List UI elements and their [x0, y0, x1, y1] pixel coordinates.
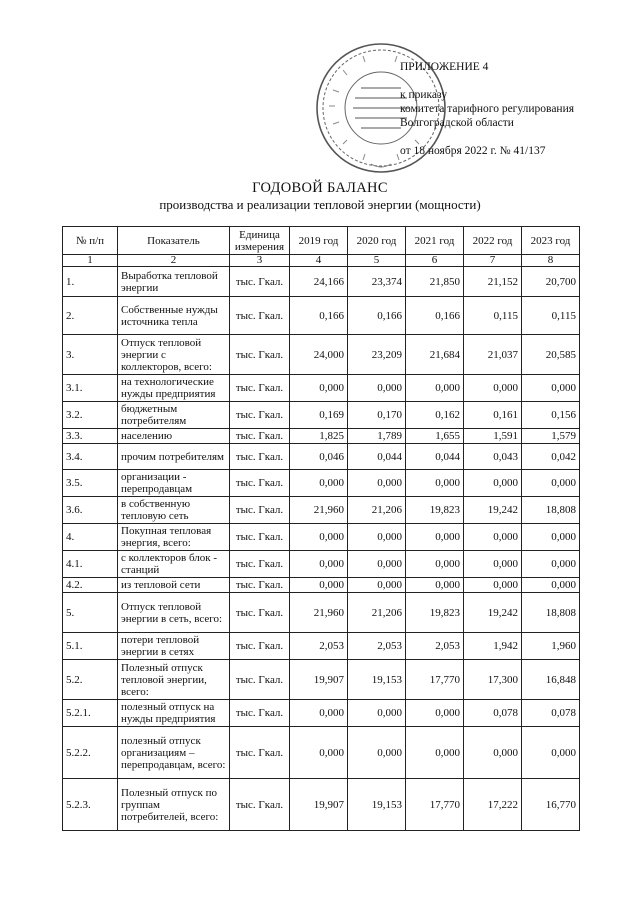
value-cell: 19,242 [464, 497, 522, 524]
value-cell: 21,684 [406, 335, 464, 375]
value-cell: 23,374 [348, 267, 406, 297]
unit-cell: тыс. Гкал. [230, 551, 290, 578]
unit-cell: тыс. Гкал. [230, 593, 290, 633]
value-cell: 0,000 [406, 578, 464, 593]
value-cell: 21,960 [290, 593, 348, 633]
value-cell: 17,300 [464, 660, 522, 700]
indicator-name: бюджетным потребителям [118, 402, 230, 429]
value-cell: 21,206 [348, 497, 406, 524]
value-cell: 0,000 [290, 375, 348, 402]
value-cell: 0,000 [522, 375, 580, 402]
row-number: 5. [63, 593, 118, 633]
table-row [63, 497, 580, 524]
value-cell: 17,770 [406, 660, 464, 700]
value-cell: 0,000 [522, 470, 580, 497]
value-cell: 2,053 [290, 633, 348, 660]
column-header: 2023 год [522, 227, 580, 255]
indicator-name: Покупная тепловая энергия, всего: [118, 524, 230, 551]
indicator-name: Полезный отпуск по группам потребителей, всего: [118, 779, 230, 831]
indicator-name: потери тепловой энергии в сетях [118, 633, 230, 660]
value-cell: 20,585 [522, 335, 580, 375]
appendix-label: ПРИЛОЖЕНИЕ 4 [400, 61, 489, 73]
row-number: 5.1. [63, 633, 118, 660]
table-row [63, 578, 580, 593]
table-header [63, 227, 580, 267]
table-row [63, 375, 580, 402]
unit-cell: тыс. Гкал. [230, 727, 290, 779]
value-cell: 0,000 [522, 578, 580, 593]
column-header: Единица измерения [230, 227, 290, 255]
indicator-name: прочим потребителям [118, 444, 230, 470]
value-cell: 0,000 [522, 524, 580, 551]
value-cell: 0,000 [290, 578, 348, 593]
value-cell: 1,591 [464, 429, 522, 444]
value-cell: 0,000 [406, 700, 464, 727]
column-index: 5 [348, 255, 406, 267]
value-cell: 0,000 [464, 375, 522, 402]
value-cell: 0,000 [348, 578, 406, 593]
value-cell: 0,000 [464, 727, 522, 779]
unit-cell: тыс. Гкал. [230, 470, 290, 497]
order-header [400, 60, 574, 158]
value-cell: 24,166 [290, 267, 348, 297]
order-ref-line3: Волгоградской области [400, 117, 514, 129]
unit-cell: тыс. Гкал. [230, 497, 290, 524]
column-index: 6 [406, 255, 464, 267]
value-cell: 0,000 [406, 524, 464, 551]
column-index: 2 [118, 255, 230, 267]
column-index-row [63, 255, 580, 267]
unit-cell: тыс. Гкал. [230, 779, 290, 831]
value-cell: 0,000 [464, 578, 522, 593]
value-cell: 19,907 [290, 660, 348, 700]
unit-cell: тыс. Гкал. [230, 578, 290, 593]
column-header: 2022 год [464, 227, 522, 255]
value-cell: 19,823 [406, 497, 464, 524]
value-cell: 1,655 [406, 429, 464, 444]
table-row [63, 593, 580, 633]
document-subtitle: производства и реализации тепловой энергии (мощности) [159, 197, 481, 212]
unit-cell: тыс. Гкал. [230, 429, 290, 444]
row-number: 5.2.3. [63, 779, 118, 831]
value-cell: 0,000 [290, 551, 348, 578]
value-cell: 0,000 [522, 727, 580, 779]
value-cell: 19,907 [290, 779, 348, 831]
value-cell: 0,078 [464, 700, 522, 727]
table-body [63, 267, 580, 831]
value-cell: 0,000 [290, 727, 348, 779]
table-row [63, 444, 580, 470]
unit-cell: тыс. Гкал. [230, 524, 290, 551]
value-cell: 0,166 [348, 297, 406, 335]
table-row [63, 779, 580, 831]
row-number: 3.3. [63, 429, 118, 444]
table-row [63, 727, 580, 779]
indicator-name: из тепловой сети [118, 578, 230, 593]
table-row [63, 297, 580, 335]
indicator-name: Выработка тепловой энергии [118, 267, 230, 297]
unit-cell: тыс. Гкал. [230, 700, 290, 727]
document-title: ГОДОВОЙ БАЛАНС [252, 180, 388, 196]
value-cell: 0,000 [464, 551, 522, 578]
row-number: 3.4. [63, 444, 118, 470]
value-cell: 0,000 [406, 375, 464, 402]
value-cell: 0,000 [406, 551, 464, 578]
header-row [63, 227, 580, 255]
value-cell: 0,170 [348, 402, 406, 429]
value-cell: 0,161 [464, 402, 522, 429]
value-cell: 0,162 [406, 402, 464, 429]
table-row [63, 633, 580, 660]
value-cell: 0,166 [406, 297, 464, 335]
column-header: № п/п [63, 227, 118, 255]
value-cell: 0,000 [464, 524, 522, 551]
value-cell: 21,850 [406, 267, 464, 297]
value-cell: 1,825 [290, 429, 348, 444]
indicator-name: Собственные нужды источника тепла [118, 297, 230, 335]
value-cell: 0,115 [522, 297, 580, 335]
value-cell: 1,789 [348, 429, 406, 444]
table-row [63, 267, 580, 297]
value-cell: 0,169 [290, 402, 348, 429]
unit-cell: тыс. Гкал. [230, 660, 290, 700]
value-cell: 19,823 [406, 593, 464, 633]
indicator-name: на технологические нужды предприятия [118, 375, 230, 402]
value-cell: 21,206 [348, 593, 406, 633]
value-cell: 0,000 [348, 551, 406, 578]
indicator-name: Отпуск тепловой энергии с коллекторов, всего: [118, 335, 230, 375]
value-cell: 0,044 [406, 444, 464, 470]
order-date-number: от 18 ноября 2022 г. № 41/137 [400, 145, 546, 157]
indicator-name: с коллекторов блок - станций [118, 551, 230, 578]
column-header: Показатель [118, 227, 230, 255]
value-cell: 16,770 [522, 779, 580, 831]
order-ref-line2: комитета тарифного регулирования [400, 103, 575, 115]
indicator-name: полезный отпуск на нужды предприятия [118, 700, 230, 727]
value-cell: 20,700 [522, 267, 580, 297]
unit-cell: тыс. Гкал. [230, 375, 290, 402]
value-cell: 0,000 [406, 470, 464, 497]
value-cell: 17,770 [406, 779, 464, 831]
value-cell: 0,000 [290, 700, 348, 727]
value-cell: 23,209 [348, 335, 406, 375]
row-number: 3.6. [63, 497, 118, 524]
value-cell: 0,078 [522, 700, 580, 727]
value-cell: 19,153 [348, 779, 406, 831]
table-row [63, 551, 580, 578]
value-cell: 0,000 [348, 700, 406, 727]
table-row [63, 700, 580, 727]
value-cell: 21,037 [464, 335, 522, 375]
value-cell: 18,808 [522, 593, 580, 633]
column-index: 1 [63, 255, 118, 267]
row-number: 5.2.1. [63, 700, 118, 727]
indicator-name: полезный отпуск организациям – перепродавцам, всего: [118, 727, 230, 779]
value-cell: 0,000 [290, 470, 348, 497]
unit-cell: тыс. Гкал. [230, 633, 290, 660]
value-cell: 0,043 [464, 444, 522, 470]
row-number: 3. [63, 335, 118, 375]
value-cell: 0,046 [290, 444, 348, 470]
table-row [63, 660, 580, 700]
indicator-name: населению [118, 429, 230, 444]
value-cell: 0,044 [348, 444, 406, 470]
row-number: 2. [63, 297, 118, 335]
table-row [63, 524, 580, 551]
column-index: 8 [522, 255, 580, 267]
value-cell: 0,000 [522, 551, 580, 578]
value-cell: 16,848 [522, 660, 580, 700]
value-cell: 2,053 [406, 633, 464, 660]
row-number: 3.2. [63, 402, 118, 429]
value-cell: 0,042 [522, 444, 580, 470]
column-index: 3 [230, 255, 290, 267]
unit-cell: тыс. Гкал. [230, 444, 290, 470]
indicator-name: Отпуск тепловой энергии в сеть, всего: [118, 593, 230, 633]
unit-cell: тыс. Гкал. [230, 267, 290, 297]
value-cell: 17,222 [464, 779, 522, 831]
value-cell: 0,000 [348, 470, 406, 497]
value-cell: 21,960 [290, 497, 348, 524]
column-index: 4 [290, 255, 348, 267]
order-ref-line1: к приказу [400, 89, 448, 101]
row-number: 4.2. [63, 578, 118, 593]
column-index: 7 [464, 255, 522, 267]
value-cell: 21,152 [464, 267, 522, 297]
value-cell: 1,579 [522, 429, 580, 444]
value-cell: 19,153 [348, 660, 406, 700]
table-row [63, 470, 580, 497]
unit-cell: тыс. Гкал. [230, 297, 290, 335]
row-number: 5.2.2. [63, 727, 118, 779]
indicator-name: в собственную тепловую сеть [118, 497, 230, 524]
value-cell: 0,000 [406, 727, 464, 779]
row-number: 5.2. [63, 660, 118, 700]
value-cell: 0,000 [464, 470, 522, 497]
value-cell: 19,242 [464, 593, 522, 633]
value-cell: 18,808 [522, 497, 580, 524]
row-number: 4. [63, 524, 118, 551]
value-cell: 1,942 [464, 633, 522, 660]
value-cell: 24,000 [290, 335, 348, 375]
indicator-name: организации - перепродавцам [118, 470, 230, 497]
column-header: 2021 год [406, 227, 464, 255]
value-cell: 0,166 [290, 297, 348, 335]
table-row [63, 402, 580, 429]
row-number: 3.1. [63, 375, 118, 402]
row-number: 1. [63, 267, 118, 297]
unit-cell: тыс. Гкал. [230, 402, 290, 429]
unit-cell: тыс. Гкал. [230, 335, 290, 375]
row-number: 3.5. [63, 470, 118, 497]
row-number: 4.1. [63, 551, 118, 578]
value-cell: 0,000 [348, 375, 406, 402]
value-cell: 1,960 [522, 633, 580, 660]
value-cell: 0,000 [290, 524, 348, 551]
column-header: 2019 год [290, 227, 348, 255]
table-row [63, 429, 580, 444]
value-cell: 0,156 [522, 402, 580, 429]
table-row [63, 335, 580, 375]
value-cell: 0,000 [348, 524, 406, 551]
balance-table [62, 226, 580, 831]
value-cell: 0,000 [348, 727, 406, 779]
column-header: 2020 год [348, 227, 406, 255]
indicator-name: Полезный отпуск тепловой энергии, всего: [118, 660, 230, 700]
value-cell: 0,115 [464, 297, 522, 335]
value-cell: 2,053 [348, 633, 406, 660]
